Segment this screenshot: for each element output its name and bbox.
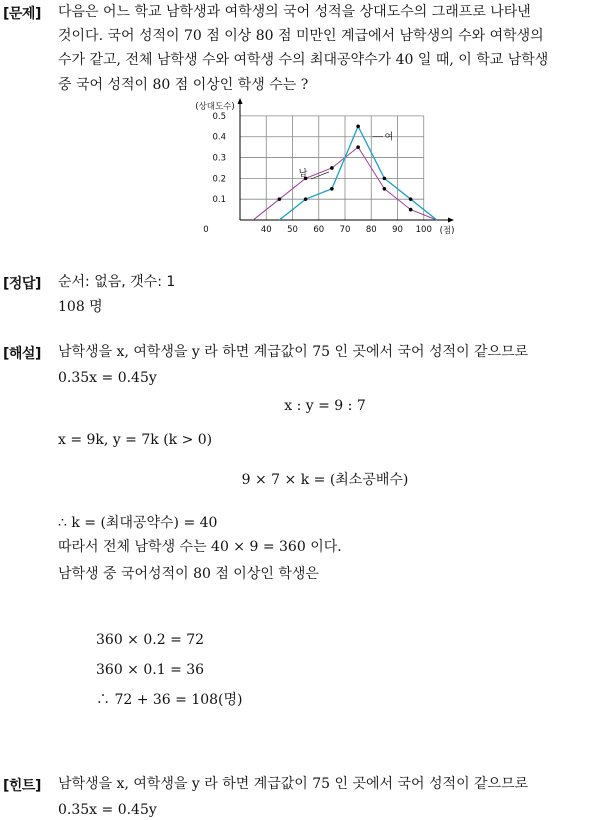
x-tick-label: 40 (260, 225, 272, 235)
y-tick-label: 0.5 (212, 111, 226, 122)
solution-line-8: 남학생 중 국어성적이 80 점 이상인 학생은 (58, 566, 319, 582)
x-axis-arrow (448, 218, 454, 223)
solution-label: [해설] (3, 346, 41, 362)
data-point (278, 197, 282, 201)
x-tick-label: 80 (365, 225, 377, 235)
relative-frequency-chart (185, 96, 475, 246)
solution-line-6: ∴ k = (최대공약수) = 40 (58, 515, 218, 531)
x-tick-label: 50 (287, 225, 298, 235)
answer-line-2: 108 명 (58, 299, 103, 315)
data-point (409, 197, 413, 201)
data-point (383, 177, 387, 181)
problem-line-4: 중 국어 성적이 80 점 이상인 학생 수는 ? (58, 77, 309, 93)
x-axis-label: (점) (439, 226, 455, 236)
data-point (356, 125, 360, 129)
x-tick-label: 100 (415, 225, 432, 235)
problem-line-2: 것이다. 국어 성적이 70 점 이상 80 점 미만인 계급에서 남학생의 수와 여학생의 (58, 28, 544, 44)
answer-line-1: 순서: 없음, 갯수: 1 (58, 274, 176, 290)
origin-label: 0 (203, 225, 209, 235)
solution-line-4: x = 9k, y = 7k (k > 0) (58, 432, 213, 448)
solution-line-1: 남학생을 x, 여학생을 y 라 하면 계급값이 75 인 곳에서 국어 성적이 같으므로 (58, 344, 529, 360)
solution-line-9: 360 × 0.2 = 72 (96, 632, 205, 648)
y-tick-label: 0.4 (212, 132, 226, 143)
solution-line-2: 0.35x = 0.45y (58, 370, 157, 386)
y-tick-label: 0.2 (212, 174, 226, 185)
data-point (330, 166, 334, 170)
data-point (304, 197, 308, 201)
y-axis-label: (상대도수) (195, 102, 235, 112)
problem-line-3: 수가 같고, 전체 남학생 수와 여학생 수의 최대공약수가 40 일 때, 이 학교 남학생 (58, 52, 549, 68)
solution-line-5: 9 × 7 × k = (최소공배수) (241, 472, 409, 488)
solution-line-10: 360 × 0.1 = 36 (96, 662, 205, 678)
chart-labels (195, 101, 454, 236)
y-tick-label: 0.3 (212, 153, 226, 164)
data-point (356, 145, 360, 149)
chart-axes (238, 98, 455, 223)
answer-label: [정답] (3, 276, 41, 292)
x-tick-label: 60 (313, 225, 325, 235)
y-axis-arrow (238, 98, 243, 104)
data-point (409, 208, 413, 212)
female-series-label: 여 (384, 132, 394, 143)
solution-line-11: ∴ 72 + 36 = 108(명) (96, 692, 243, 708)
hint-line-1: 남학생을 x, 여학생을 y 라 하면 계급값이 75 인 곳에서 국어 성적이 같으므로 (58, 776, 529, 792)
hint-line-2: 0.35x = 0.45y (58, 802, 157, 818)
solution-line-7: 따라서 전체 남학생 수는 40 × 9 = 360 이다. (58, 539, 342, 555)
problem-line-1: 다음은 어느 학교 남학생과 여학생의 국어 성적을 상대도수의 그래프로 나타낸 (58, 4, 531, 20)
y-tick-label: 0.1 (212, 195, 226, 206)
x-tick-label: 90 (392, 225, 403, 235)
solution-line-3: x : y = 9 : 7 (284, 398, 366, 414)
male-series-label: 남 (298, 169, 308, 179)
data-point (383, 187, 387, 191)
hint-label: [힌트] (3, 778, 41, 794)
problem-label: [문제] (3, 6, 41, 22)
data-point (330, 187, 334, 191)
x-tick-label: 70 (339, 225, 351, 235)
